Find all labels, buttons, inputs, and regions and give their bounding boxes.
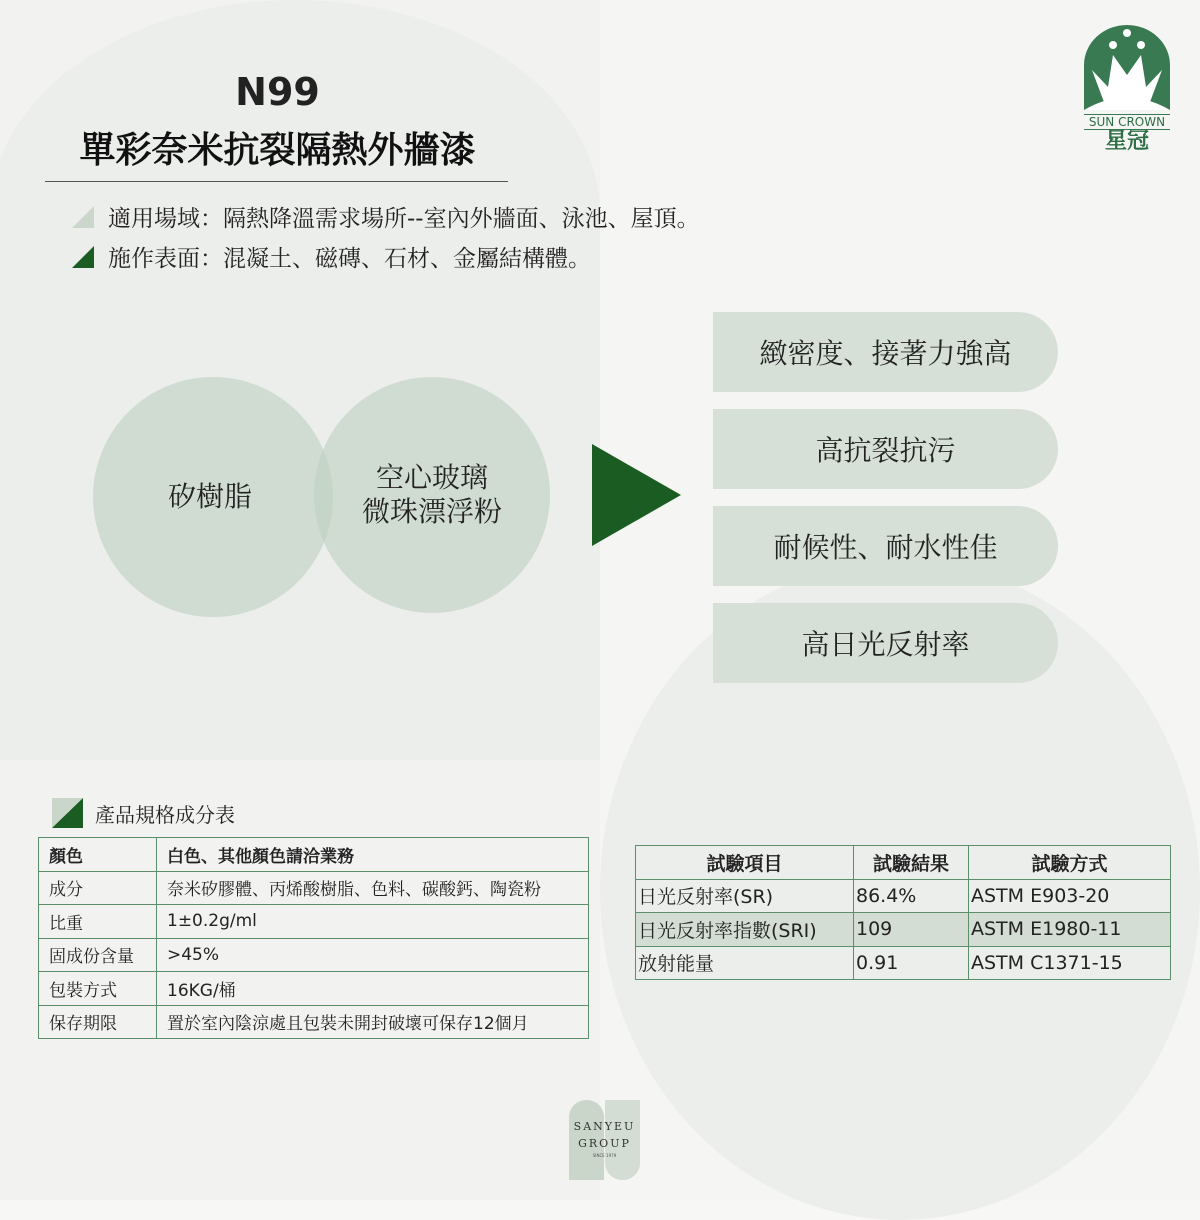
table-row — [39, 1005, 589, 1039]
column-header: 試驗項目 — [636, 846, 854, 880]
feature-pill: 緻密度、接著力強高 — [713, 312, 1058, 392]
table-cell: 86.4% — [854, 879, 969, 913]
table-row — [636, 946, 1171, 980]
feature-pill: 高抗裂抗污 — [713, 409, 1058, 489]
spec-value: 16KG/桶 — [157, 972, 589, 1006]
circle-label: 矽樹脂 — [168, 480, 253, 513]
bullet-text: 適用場域：隔熱降溫需求場所--室內外牆面、泳池、屋頂。 — [108, 206, 700, 232]
spec-value: 奈米矽膠體、丙烯酸樹脂、色料、碳酸鈣、陶瓷粉 — [157, 871, 589, 905]
spec-heading — [52, 798, 235, 828]
spec-label: 顏色 — [39, 838, 157, 872]
logo-text: SINCE 1979 — [592, 1153, 617, 1158]
column-header: 試驗方式 — [969, 846, 1171, 880]
table-row — [39, 972, 589, 1006]
triangle-icon — [72, 246, 94, 268]
table-cell: 日光反射率指數(SRI) — [636, 913, 854, 947]
bullet-text: 施作表面：混凝土、磁磚、石材、金屬結構體。 — [108, 246, 591, 272]
background-shape — [0, 0, 600, 760]
table-cell: 日光反射率(SR) — [636, 879, 854, 913]
logo-text: SANYEU — [573, 1120, 636, 1133]
test-table — [635, 845, 1171, 980]
feature-pill: 耐候性、耐水性佳 — [713, 506, 1058, 586]
page-title: 單彩奈米抗裂隔熱外牆漆 — [79, 130, 476, 171]
table-cell: 109 — [854, 913, 969, 947]
logo-text: GROUP — [578, 1137, 631, 1150]
spec-label: 成分 — [39, 871, 157, 905]
table-cell: ASTM E903-20 — [969, 879, 1171, 913]
spec-value: 置於室內陰涼處且包裝未開封破壞可保存12個月 — [157, 1005, 589, 1039]
spec-value: 白色、其他顏色請洽業務 — [157, 838, 589, 872]
column-header: 試驗結果 — [854, 846, 969, 880]
spec-value: 1±0.2g/ml — [157, 905, 589, 939]
spec-label: 保存期限 — [39, 1005, 157, 1039]
circle-silicone — [93, 377, 333, 617]
circle-glass-beads — [314, 377, 550, 613]
table-row — [39, 871, 589, 905]
spec-title: 產品規格成分表 — [95, 802, 235, 827]
bullet-item — [72, 200, 700, 233]
circle-label: 微珠漂浮粉 — [361, 495, 502, 528]
feature-pill: 高日光反射率 — [713, 603, 1058, 683]
logo-text-zh: 星冠 — [1104, 129, 1149, 154]
table-row — [636, 879, 1171, 913]
sanyeu-group-logo — [569, 1100, 640, 1180]
spec-label: 固成份含量 — [39, 938, 157, 972]
table-row — [39, 938, 589, 972]
spec-label: 包裝方式 — [39, 972, 157, 1006]
table-row — [39, 905, 589, 939]
table-cell: ASTM E1980-11 — [969, 913, 1171, 947]
table-row — [636, 913, 1171, 947]
spec-value: >45% — [157, 938, 589, 972]
arrow-right-icon — [592, 444, 681, 546]
circle-label: 空心玻璃 — [375, 461, 488, 494]
sun-crown-logo — [1084, 25, 1170, 155]
table-row — [39, 838, 589, 872]
square-icon — [52, 798, 83, 828]
triangle-icon — [72, 206, 94, 228]
bullet-item — [72, 240, 591, 273]
product-model: N99 — [235, 70, 320, 114]
divider — [45, 181, 508, 182]
table-cell: 放射能量 — [636, 946, 854, 980]
spec-table — [38, 837, 589, 1039]
table-cell: ASTM C1371-15 — [969, 946, 1171, 980]
crown-icon — [1084, 25, 1170, 110]
logo-text: SUN CROWN — [1084, 114, 1170, 130]
spec-label: 比重 — [39, 905, 157, 939]
table-cell: 0.91 — [854, 946, 969, 980]
